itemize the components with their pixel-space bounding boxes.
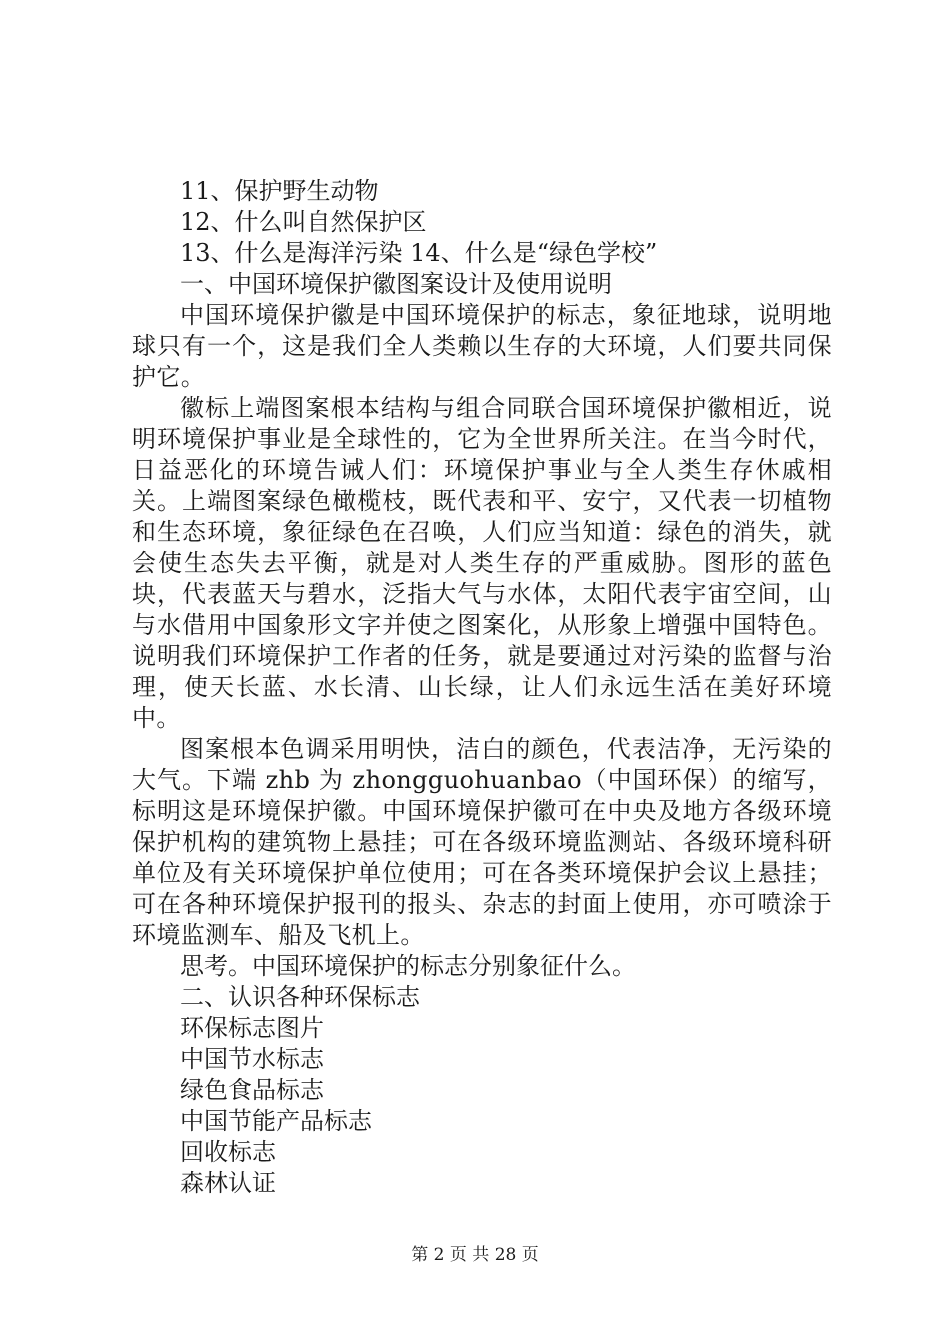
list-item: 11、保护野生动物 xyxy=(180,177,379,205)
list-item: 绿色食品标志 xyxy=(180,1076,324,1104)
list-item: 森林认证 xyxy=(180,1169,276,1197)
page-number-footer: 第 2 页 共 28 页 xyxy=(411,1245,539,1265)
section-heading: 二、认识各种环保标志 xyxy=(180,983,420,1011)
list-item: 环保标志图片 xyxy=(180,1014,324,1042)
paragraph-emblem-usage: 图案根本色调采用明快，洁白的颜色，代表洁净，无污染的大气。下端 zhb 为 zhongguohuanbao（中国环保）的缩写，标明这是环境保护徽。中国环境保护徽可在中央及地方各级环境保护机构的建筑物上悬挂；可在各级环境监测站、各级环境科研单位及有关环境保护单位使用；可在各类环境保护会议上悬挂；可在各种环境保护报刊的报头、杂志的封面上使用，亦可喷涂于环境监测车、船及飞机上。 xyxy=(132,735,832,949)
paragraph-emblem-design: 徽标上端图案根本结构与组合同联合国环境保护徽相近，说明环境保护事业是全球性的，它为全世界所关注。在当今时代，日益恶化的环境告诫人们：环境保护事业与全人类生存休戚相关。上端图案绿色橄榄枝，既代表和平、安宁，又代表一切植物和生态环境，象征绿色在召唤，人们应当知道：绿色的消失，就会使生态失去平衡，就是对人类生存的严重威胁。图形的蓝色块，代表蓝天与碧水，泛指大气与水体，太阳代表宇宙空间，山与水借用中国象形文字并使之图案化，从形象上增强中国特色。说明我们环境保护工作者的任务，就是要通过对污染的监督与治理，使天长蓝、水长清、山长绿，让人们永远生活在美好环境中。 xyxy=(132,394,832,732)
section-heading: 一、中国环境保护徽图案设计及使用说明 xyxy=(180,270,612,298)
list-item: 中国节能产品标志 xyxy=(180,1107,372,1135)
paragraph-emblem-meaning: 中国环境保护徽是中国环境保护的标志，象征地球，说明地球只有一个，这是我们全人类赖以生存的大环境，人们要共同保护它。 xyxy=(132,301,832,391)
list-item: 回收标志 xyxy=(180,1138,276,1166)
list-item: 13、什么是海洋污染 14、什么是“绿色学校” xyxy=(180,239,658,267)
page-content xyxy=(132,176,832,1199)
list-item: 12、什么叫自然保护区 xyxy=(180,208,427,236)
question-line: 思考。中国环境保护的标志分别象征什么。 xyxy=(180,952,636,980)
list-item: 中国节水标志 xyxy=(180,1045,324,1073)
